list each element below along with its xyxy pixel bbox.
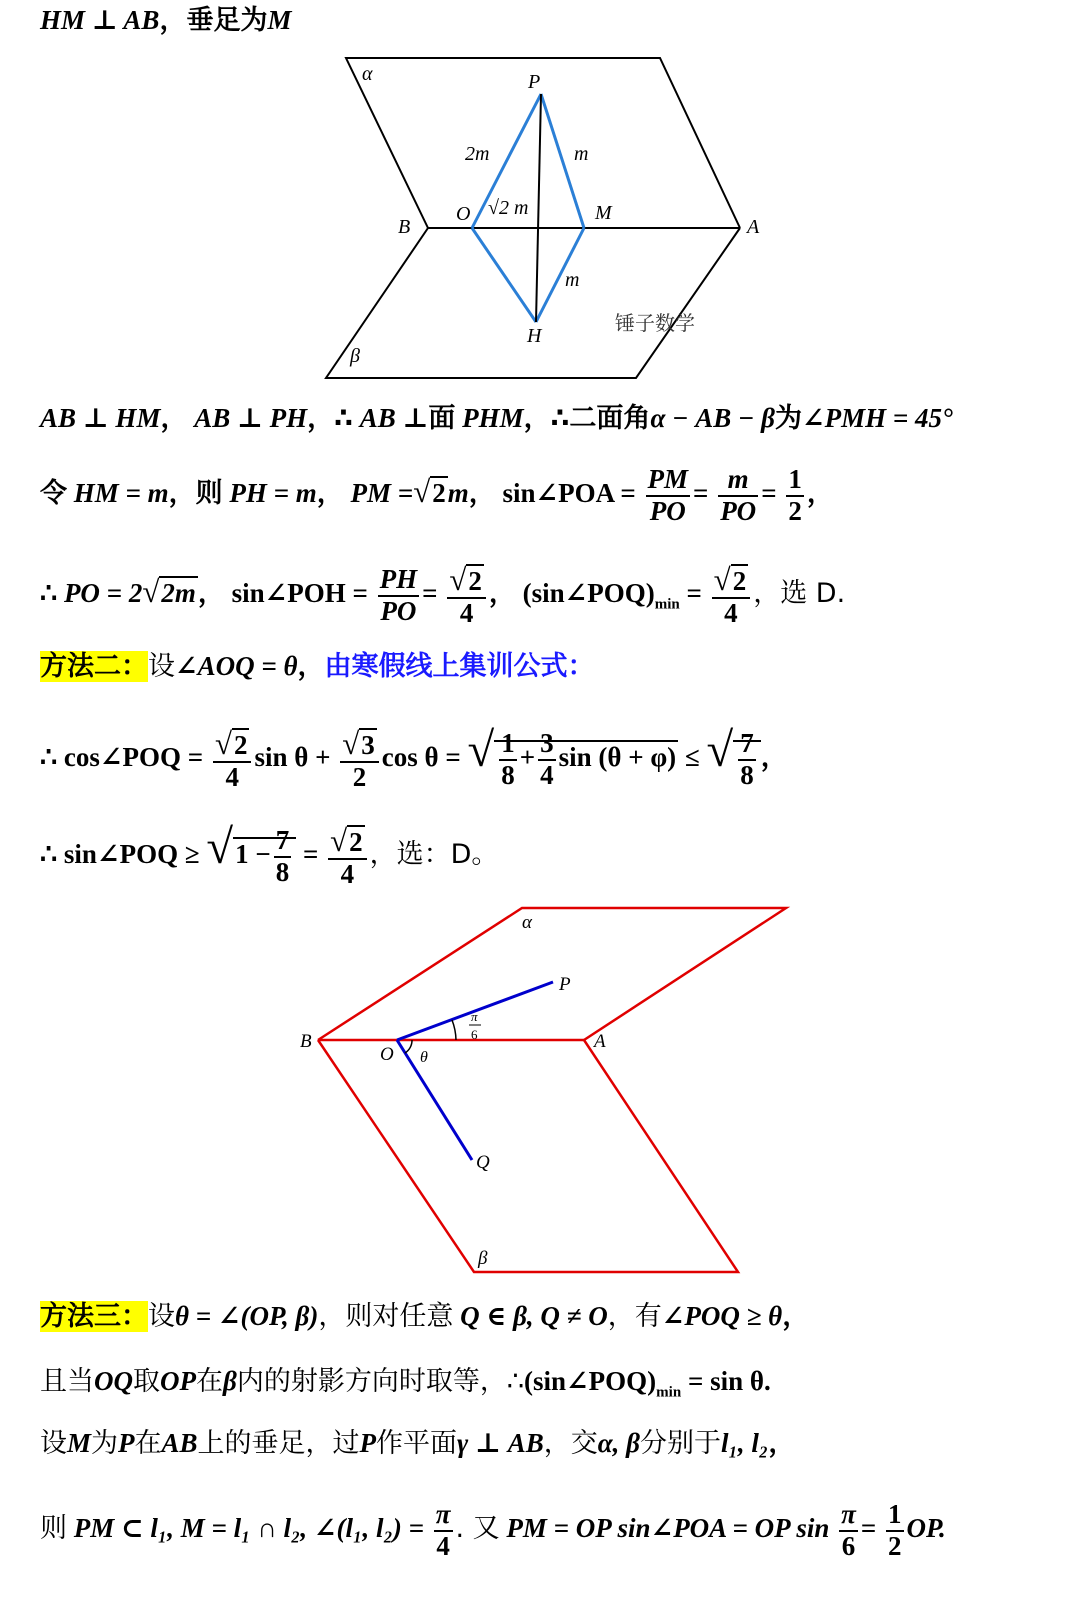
math: α − AB − β bbox=[650, 403, 775, 433]
sqrt: √2 bbox=[413, 473, 446, 509]
label-beta: β bbox=[478, 1248, 488, 1269]
sqrt: √2m bbox=[142, 574, 196, 610]
text-line-1 bbox=[40, 0, 291, 41]
text-line-11: 则 PM ⊂ l₁, M = l₁ ∩ l₂, ∠(l₁, l₂) = $\frac{\pi}{4}$ . 又 PM = OP sin∠POA = OP sin $\frac{\pi}{6}$ = $\frac{1}{2}$ OP. bbox=[40, 1499, 946, 1561]
math: (sin∠POQ) bbox=[522, 578, 655, 609]
text: 令 bbox=[40, 477, 67, 509]
fraction: $\frac{√2}{4}$ bbox=[447, 563, 486, 629]
text-line-8: 方法三：设θ = ∠(OP, β)，则对任意 Q ∈ β, Q ≠ O，有∠POQ ≥ θ， bbox=[40, 1301, 810, 1332]
label-b: B bbox=[300, 1031, 312, 1052]
text-line-5: 方法二：设∠AOQ = θ，由寒假线上集训公式： bbox=[40, 651, 595, 682]
segment-ph bbox=[536, 94, 541, 322]
label-six: 6 bbox=[471, 1027, 478, 1042]
plane-alpha-outline bbox=[318, 908, 786, 1040]
label-p: P bbox=[559, 974, 571, 995]
label-alpha: α bbox=[522, 912, 532, 933]
label-o: O bbox=[380, 1044, 394, 1065]
figure-dihedral-angle-2 bbox=[0, 895, 1080, 1285]
figure-dihedral-angle-1 bbox=[0, 40, 1080, 440]
label-q: Q bbox=[476, 1152, 490, 1173]
math: θ = ∠(OP, β) bbox=[175, 1301, 319, 1331]
math: PM = bbox=[350, 477, 414, 508]
math: M bbox=[267, 5, 292, 35]
text: ，则 bbox=[168, 477, 223, 509]
label-alpha: α bbox=[362, 63, 373, 85]
sqrt: √ $\frac{7}{8}$ bbox=[707, 729, 761, 790]
label-p: P bbox=[528, 71, 541, 93]
label-pm-length: m bbox=[574, 143, 589, 165]
label-beta: β bbox=[350, 345, 360, 367]
math: AB ⊥ HM bbox=[40, 403, 161, 433]
math: ∠PMH = 45° bbox=[801, 403, 953, 433]
label-mh-length: m bbox=[565, 269, 580, 291]
math: HM = m bbox=[73, 477, 169, 508]
fraction: $\frac{√2}{4}$ bbox=[712, 563, 751, 629]
text-line-9: 且当OQ取OP在β内的射影方向时取等，$\therefore(\sin\angle POQ)_{min} = \sin \theta$. bbox=[40, 1366, 771, 1401]
text-line-7: ∴ sin∠POQ ≥ √1 − $\frac{7}{8}$ = $\frac{√2}{4}$ ，选：D。 bbox=[40, 820, 499, 890]
math: ∴ sin∠POQ ≥ bbox=[40, 839, 200, 870]
math: sin∠POH = bbox=[231, 578, 368, 609]
math: m bbox=[447, 477, 469, 508]
method-three-label: 方法三： bbox=[40, 1301, 148, 1332]
label-a: A bbox=[594, 1031, 606, 1052]
plane-alpha-outline bbox=[346, 58, 740, 228]
math: ∠AOQ = θ bbox=[175, 651, 298, 681]
sqrt: √1 − $\frac{7}{8}$ bbox=[206, 826, 296, 887]
math: sin∠POA = bbox=[502, 477, 636, 508]
text-line-10: 设M为P在AB上的垂足，过P作平面γ ⊥ AB，交α, β分别于l₁, l₂， bbox=[40, 1428, 796, 1459]
label-po-length: 2m bbox=[465, 143, 490, 165]
label-pi: π bbox=[471, 1009, 478, 1024]
math: PM = OP sin∠POA = OP sin bbox=[506, 1512, 830, 1543]
label-o: O bbox=[456, 203, 471, 225]
text: ， bbox=[316, 477, 344, 509]
method-two-label: 方法二： bbox=[40, 651, 148, 682]
fraction: $\frac{√2}{4}$ bbox=[328, 824, 367, 890]
math: PHM bbox=[462, 403, 524, 433]
math: Q ∈ β, Q ≠ O bbox=[460, 1301, 608, 1331]
text: ∴ bbox=[40, 578, 58, 609]
text: 面 bbox=[428, 403, 456, 434]
formula-reference: 由寒假线上集训公式： bbox=[324, 651, 595, 682]
text: ， bbox=[468, 477, 496, 509]
segment-oh bbox=[472, 228, 536, 322]
fraction: $\frac{√3}{2}$ bbox=[340, 727, 379, 793]
math: PM ⊂ l₁, M = l₁ ∩ l₂, ∠(l₁, l₂) = bbox=[73, 1512, 424, 1543]
text: ，∴二面角 bbox=[523, 403, 651, 434]
text: 为 bbox=[774, 403, 802, 434]
text-line-4: ∴ PO = 2√2m， sin∠POH = $\frac{PH}{PO}$ = $\frac{√2}{4}$ ， $(\sin\angle POQ)_{min}$ = $\frac{√2}{4}$ ，选 D. bbox=[40, 562, 846, 629]
label-oh-length: √2 m bbox=[488, 197, 529, 219]
label-m: M bbox=[595, 202, 612, 224]
fraction: $\frac{1}{2}$ bbox=[788, 464, 802, 526]
label-b: B bbox=[398, 216, 411, 238]
angle-arc-theta bbox=[405, 1040, 412, 1053]
angle-arc-pi-6 bbox=[452, 1020, 456, 1040]
text: ， bbox=[160, 403, 188, 434]
plane-beta-outline bbox=[326, 228, 740, 378]
sqrt: √ $\frac{1}{8}$ + $\frac{3}{4}$ sin (θ + φ) bbox=[467, 723, 677, 790]
label-a: A bbox=[747, 216, 760, 238]
fraction: $\frac{\pi}{6}$ bbox=[841, 1499, 856, 1561]
text: ，垂足为 bbox=[159, 5, 268, 36]
math: PO = 2 bbox=[63, 578, 143, 609]
fraction: $\frac{√2}{4}$ bbox=[213, 727, 252, 793]
math: ∴ cos∠POQ = bbox=[40, 742, 204, 773]
math-hm-perp-ab: HM ⊥ AB bbox=[40, 5, 160, 35]
text-line-6: ∴ cos∠POQ = $\frac{√2}{4}$ sin θ + $\frac{√3}{2}$ cos θ = √ $\frac{1}{8}$ + $\frac{3}{4}$ sin (θ + φ) ≤ √ $\frac{7}{8}$ ， bbox=[40, 723, 788, 793]
text-line-2 bbox=[40, 398, 953, 439]
fraction: $\frac{PH}{PO}$ bbox=[379, 564, 418, 626]
watermark: 锤子数学 bbox=[615, 311, 695, 335]
text-line-3: 令 HM = m，则 PH = m， PM =√2m， sin∠POA = $\frac{PM}{PO}$ = $\frac{m}{PO}$ = $\frac{1}{2}$ ， bbox=[40, 464, 834, 526]
math: AB ⊥ PH bbox=[194, 403, 308, 433]
ray-oq bbox=[397, 1040, 472, 1160]
fraction: $\frac{\pi}{4}$ bbox=[435, 1499, 451, 1561]
math: (sin∠POQ) bbox=[524, 1366, 657, 1396]
plane-beta-outline bbox=[318, 1040, 738, 1272]
fraction: $\frac{PM}{PO}$ bbox=[647, 464, 689, 526]
fraction: $\frac{m}{PO}$ bbox=[720, 464, 757, 526]
math: ∠POQ ≥ θ bbox=[661, 1301, 783, 1331]
text: ，∴ bbox=[307, 403, 353, 434]
label-theta: θ bbox=[420, 1049, 428, 1066]
math: AB ⊥ bbox=[359, 403, 429, 433]
label-h: H bbox=[527, 325, 542, 347]
math: PH = m bbox=[229, 477, 317, 508]
fraction: $\frac{1}{2}$ bbox=[888, 1499, 902, 1561]
